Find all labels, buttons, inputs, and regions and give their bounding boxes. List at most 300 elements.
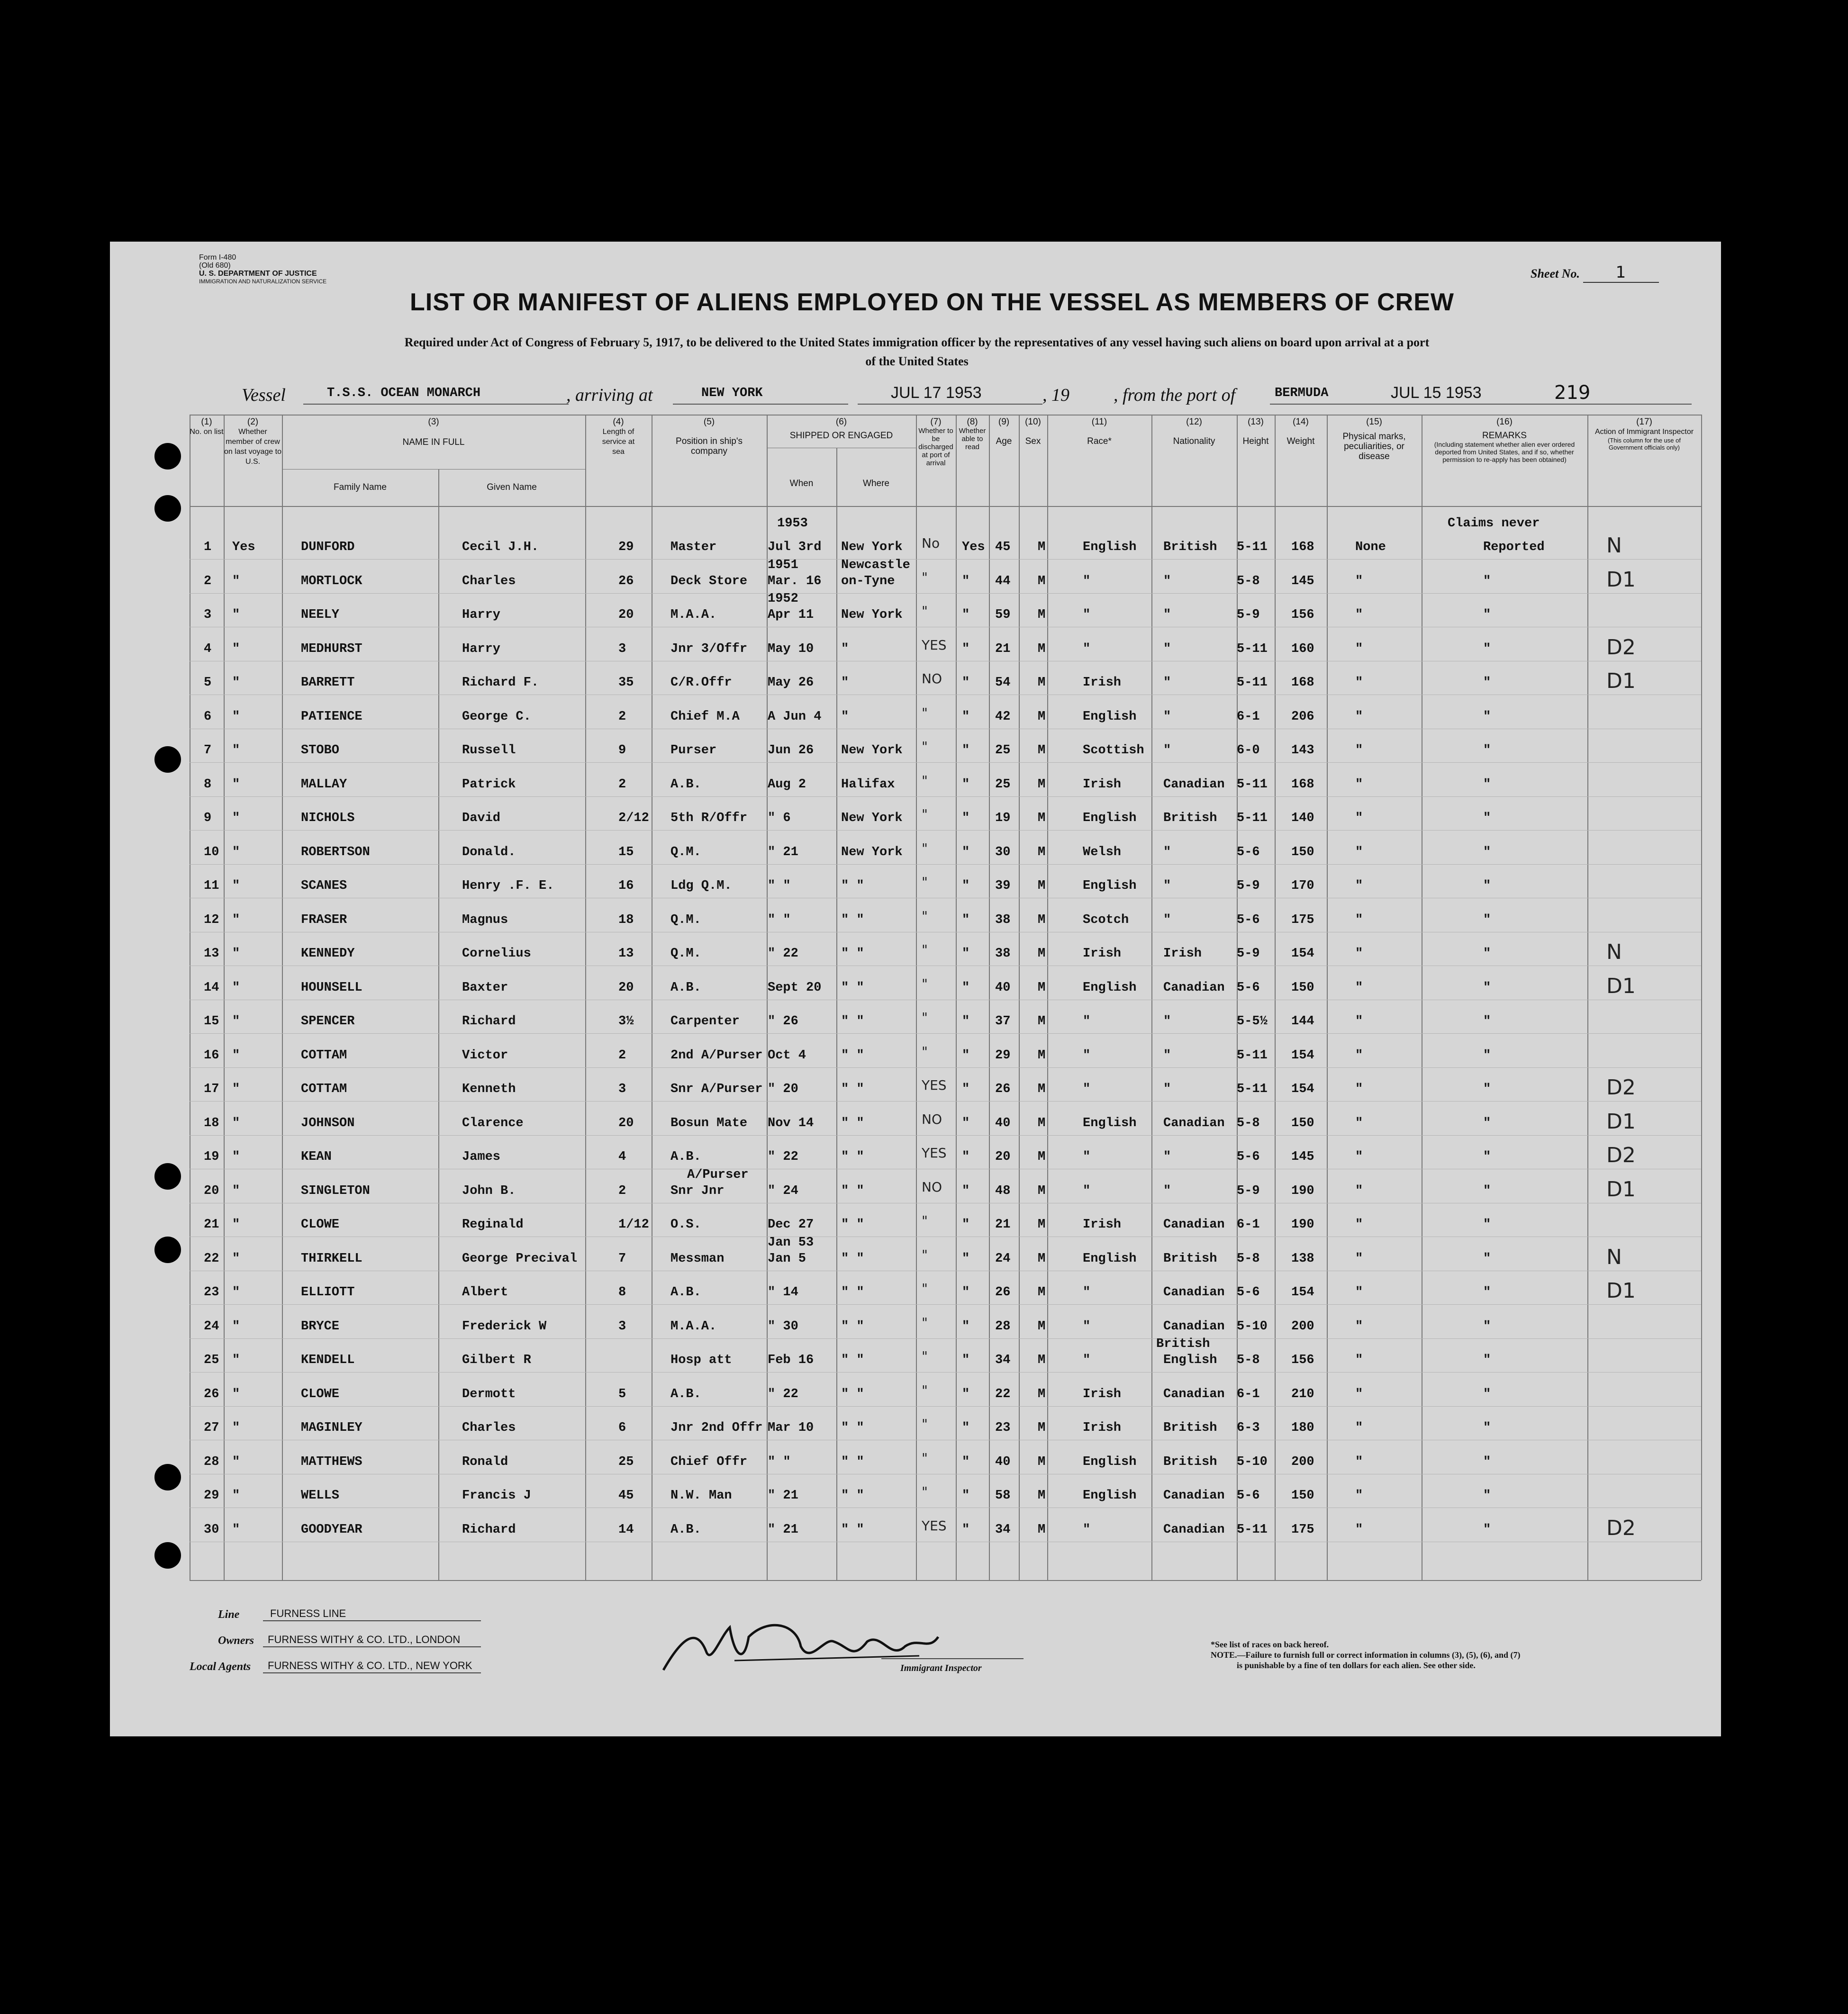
fine-note: NOTE.—Failure to furnish full or correct information in columns (3), (5), (6), and (7): [1211, 1650, 1521, 1660]
physical-marks: ": [1355, 1218, 1363, 1232]
row-rule: [190, 1067, 1701, 1068]
header-bottom-border: [190, 506, 1701, 507]
able-to-read: ": [962, 676, 970, 690]
last-voyage: ": [232, 1353, 240, 1367]
family-name: COTTAM: [301, 1048, 347, 1063]
sheet-label: Sheet No.: [1531, 267, 1580, 280]
nationality: ": [1163, 1048, 1171, 1063]
height: 6-1: [1237, 1218, 1260, 1232]
col-border: [1587, 415, 1588, 1580]
given-name: Russell: [462, 743, 516, 758]
family-name: MAGINLEY: [301, 1421, 362, 1435]
row-rule: [190, 1135, 1701, 1136]
engaged-year: 1953: [777, 516, 808, 531]
remarks: ": [1483, 845, 1491, 859]
weight: 138: [1291, 1252, 1314, 1266]
last-voyage: ": [232, 947, 240, 961]
engaged-where: " ": [841, 1184, 864, 1198]
age: 30: [995, 845, 1011, 859]
nationality: ": [1163, 676, 1171, 690]
age: 26: [995, 1082, 1011, 1096]
discharged: ": [922, 874, 928, 890]
engaged-when: Feb 16: [768, 1353, 814, 1367]
nationality: ": [1163, 743, 1171, 758]
length-of-service: 6: [618, 1421, 626, 1435]
race: English: [1083, 879, 1137, 893]
engaged-year-note: 1952: [768, 592, 798, 606]
row-number: 10: [204, 845, 219, 859]
remarks: ": [1483, 1319, 1491, 1334]
physical-marks: ": [1355, 845, 1363, 859]
given-name: Francis J: [462, 1489, 531, 1503]
position: Snr Jnr: [670, 1184, 725, 1198]
age: 22: [995, 1387, 1011, 1401]
row-number: 3: [204, 608, 212, 622]
physical-marks: ": [1355, 1014, 1363, 1029]
weight: 190: [1291, 1184, 1314, 1198]
physical-marks: None: [1355, 540, 1386, 554]
engaged-where: New York: [841, 743, 903, 758]
given-name: Baxter: [462, 981, 508, 995]
sex: M: [1038, 1218, 1046, 1232]
inspector-action: N: [1606, 940, 1622, 964]
length-of-service: 2: [618, 1048, 626, 1063]
weight: 156: [1291, 608, 1314, 622]
row-rule: [190, 1304, 1701, 1305]
remarks: ": [1483, 1387, 1491, 1401]
name-divider: [282, 469, 585, 470]
engaged-when: " 21: [768, 845, 798, 859]
row-rule: [190, 1372, 1701, 1373]
given-name: George Precival: [462, 1252, 578, 1266]
given-name: Charles: [462, 574, 516, 588]
race: Scottish: [1083, 743, 1144, 758]
length-of-service: 35: [618, 676, 634, 690]
engaged-where: ": [841, 642, 849, 656]
given-name: Cornelius: [462, 947, 531, 961]
height: 5-11: [1237, 1523, 1268, 1537]
age: 45: [995, 540, 1011, 554]
physical-marks: ": [1355, 1489, 1363, 1503]
able-to-read: ": [962, 1523, 970, 1537]
discharged: ": [922, 1484, 928, 1499]
age: 29: [995, 1048, 1011, 1063]
col-header-9: (9) Age: [996, 417, 1012, 446]
engaged-when: Oct 4: [768, 1048, 806, 1063]
sex: M: [1038, 676, 1046, 690]
col-header-12: (12) Nationality: [1173, 417, 1215, 446]
sex: M: [1038, 1252, 1046, 1266]
row-number: 12: [204, 913, 219, 927]
discharged: ": [922, 908, 928, 924]
row-number: 7: [204, 743, 212, 758]
sex: M: [1038, 1048, 1046, 1063]
engaged-where: " ": [841, 1218, 864, 1232]
race: Irish: [1083, 1421, 1122, 1435]
physical-marks: ": [1355, 811, 1363, 825]
sex: M: [1038, 1285, 1046, 1300]
physical-marks: ": [1355, 642, 1363, 656]
age: 38: [995, 913, 1011, 927]
row-rule: [190, 762, 1701, 763]
position: Bosun Mate: [670, 1116, 748, 1130]
col-header-5: (5) Position in ship's company: [676, 417, 743, 456]
age: 40: [995, 1116, 1011, 1130]
row-number: 25: [204, 1353, 219, 1367]
engaged-where: " ": [841, 1319, 864, 1334]
height: 5-8: [1237, 1252, 1260, 1266]
family-name: NEELY: [301, 608, 340, 622]
remarks: ": [1483, 1252, 1491, 1266]
height: 6-1: [1237, 1387, 1260, 1401]
vessel-name: T.S.S. OCEAN MONARCH: [327, 386, 481, 400]
discharged: ": [922, 942, 928, 957]
nationality-note: British: [1156, 1337, 1210, 1351]
length-of-service: 14: [618, 1523, 634, 1537]
last-voyage: Yes: [232, 540, 255, 554]
last-voyage: ": [232, 1184, 240, 1198]
race: English: [1083, 1116, 1137, 1130]
row-rule: [190, 1033, 1701, 1034]
given-name: Henry .F. E.: [462, 879, 554, 893]
row-number: 24: [204, 1319, 219, 1334]
family-name: MORTLOCK: [301, 574, 362, 588]
family-name: GOODYEAR: [301, 1523, 362, 1537]
engaged-year-note: 1951: [768, 558, 798, 572]
race: ": [1083, 1082, 1091, 1096]
row-rule: [190, 1338, 1701, 1339]
physical-marks: ": [1355, 1150, 1363, 1164]
age: 42: [995, 710, 1011, 724]
engaged-where: " ": [841, 1421, 864, 1435]
family-name: SPENCER: [301, 1014, 355, 1029]
able-to-read: Yes: [962, 540, 985, 554]
nationality: Canadian: [1163, 981, 1225, 995]
row-rule: [190, 559, 1701, 560]
height: 5-6: [1237, 913, 1260, 927]
height: 5-11: [1237, 642, 1268, 656]
arriving-underline: [673, 404, 848, 405]
discharged: ": [922, 739, 928, 754]
length-of-service: 7: [618, 1252, 626, 1266]
age: 48: [995, 1184, 1011, 1198]
able-to-read: ": [962, 608, 970, 622]
owners-label: Owners: [218, 1635, 254, 1647]
position: A.B.: [670, 1285, 701, 1300]
engaged-when: Jun 26: [768, 743, 814, 758]
col-border: [956, 415, 957, 1580]
able-to-read: ": [962, 1014, 970, 1029]
able-to-read: ": [962, 1285, 970, 1300]
col-header-1: (1) No. on list: [190, 417, 224, 436]
inspector-action: D1: [1606, 1279, 1636, 1303]
remarks: Reported: [1483, 540, 1545, 554]
row-number: 9: [204, 811, 212, 825]
from-port-label: , from the port of: [1114, 385, 1236, 405]
col-header-6: (6) SHIPPED OR ENGAGED: [789, 417, 893, 441]
sex: M: [1038, 947, 1046, 961]
row-number: 6: [204, 710, 212, 724]
weight: 200: [1291, 1319, 1314, 1334]
engaged-when: " 22: [768, 1387, 798, 1401]
punch-hole: [154, 1237, 181, 1263]
col-border: [1237, 415, 1238, 1580]
age: 40: [995, 1455, 1011, 1469]
height: 6-3: [1237, 1421, 1260, 1435]
race: English: [1083, 811, 1137, 825]
sex: M: [1038, 743, 1046, 758]
row-number: 21: [204, 1218, 219, 1232]
position: Carpenter: [670, 1014, 740, 1029]
owners-value: FURNESS WITHY & CO. LTD., LONDON: [268, 1634, 461, 1645]
race: ": [1083, 1523, 1091, 1537]
engaged-where: New York: [841, 811, 903, 825]
position: Q.M.: [670, 845, 701, 859]
line-label: Line: [218, 1608, 240, 1621]
height: 5-6: [1237, 981, 1260, 995]
race: ": [1083, 1150, 1091, 1164]
remarks: ": [1483, 710, 1491, 724]
discharged: ": [922, 1348, 928, 1364]
weight: 154: [1291, 947, 1314, 961]
sex: M: [1038, 1184, 1046, 1198]
nationality: British: [1163, 540, 1217, 554]
row-number: 30: [204, 1523, 219, 1537]
discharged: ": [922, 705, 928, 721]
engaged-when: Jul 3rd: [768, 540, 822, 554]
row-number: 22: [204, 1252, 219, 1266]
able-to-read: ": [962, 574, 970, 588]
weight: 150: [1291, 845, 1314, 859]
physical-marks: ": [1355, 1421, 1363, 1435]
height: 5-5½: [1237, 1014, 1268, 1029]
age: 44: [995, 574, 1011, 588]
col-header-7: (7) Whether to be discharged at port of arrival: [918, 417, 953, 467]
inspector-action: N: [1606, 533, 1622, 558]
race: Irish: [1083, 777, 1122, 792]
able-to-read: ": [962, 811, 970, 825]
given-name: Clarence: [462, 1116, 524, 1130]
race: English: [1083, 1489, 1137, 1503]
row-rule: [190, 864, 1701, 865]
physical-marks: ": [1355, 947, 1363, 961]
engaged-where: " ": [841, 1150, 864, 1164]
vessel-underline: [303, 404, 569, 405]
engaged-where: New York: [841, 845, 903, 859]
able-to-read: ": [962, 1252, 970, 1266]
row-number: 2: [204, 574, 212, 588]
length-of-service: 29: [618, 540, 634, 554]
nationality: ": [1163, 1014, 1171, 1029]
col-header-3: (3) NAME IN FULL: [402, 417, 465, 447]
agents-value: FURNESS WITHY & CO. LTD., NEW YORK: [268, 1660, 472, 1671]
able-to-read: ": [962, 981, 970, 995]
inspector-underline: [881, 1658, 1024, 1659]
col-header-4: (4) Length of service at sea: [602, 417, 635, 456]
family-name: BARRETT: [301, 676, 355, 690]
last-voyage: ": [232, 1285, 240, 1300]
weight: 144: [1291, 1014, 1314, 1029]
last-voyage: ": [232, 1048, 240, 1063]
physical-marks: ": [1355, 981, 1363, 995]
position: Q.M.: [670, 947, 701, 961]
row-number: 8: [204, 777, 212, 792]
height: 5-8: [1237, 574, 1260, 588]
nationality: British: [1163, 811, 1217, 825]
length-of-service: 18: [618, 913, 634, 927]
col-border: [282, 415, 283, 1580]
remarks: ": [1483, 1184, 1491, 1198]
physical-marks: ": [1355, 1523, 1363, 1537]
weight: 160: [1291, 642, 1314, 656]
row-number: 13: [204, 947, 219, 961]
row-number: 15: [204, 1014, 219, 1029]
age: 40: [995, 981, 1011, 995]
given-name: Kenneth: [462, 1082, 516, 1096]
col-border: [916, 415, 917, 1580]
engaged-when: " 22: [768, 1150, 798, 1164]
nationality: Canadian: [1163, 1489, 1225, 1503]
races-note: *See list of races on back hereof.: [1211, 1640, 1329, 1649]
family-name: COTTAM: [301, 1082, 347, 1096]
given-name: James: [462, 1150, 501, 1164]
col-header-17: (17) Action of Immigrant Inspector (This column for the use of Government officials only): [1594, 417, 1694, 451]
agents-label: Local Agents: [190, 1661, 251, 1673]
col-header-when: When: [789, 479, 814, 488]
last-voyage: ": [232, 676, 240, 690]
form-info: [199, 253, 326, 286]
position: A.B.: [670, 777, 701, 792]
last-voyage: ": [232, 1319, 240, 1334]
physical-marks: ": [1355, 913, 1363, 927]
engaged-where: " ": [841, 1387, 864, 1401]
remarks: ": [1483, 1455, 1491, 1469]
given-name: Richard F.: [462, 676, 539, 690]
given-name: Magnus: [462, 913, 508, 927]
fine-note-2: is punishable by a fine of ten dollars for each alien. See other side.: [1237, 1661, 1476, 1670]
race: ": [1083, 1014, 1091, 1029]
height: 5-9: [1237, 608, 1260, 622]
family-name: PATIENCE: [301, 710, 362, 724]
position: 2nd A/Purser: [670, 1048, 763, 1063]
row-number: 29: [204, 1489, 219, 1503]
remarks: ": [1483, 1489, 1491, 1503]
sex: M: [1038, 1455, 1046, 1469]
able-to-read: ": [962, 845, 970, 859]
discharged: ": [922, 1450, 928, 1466]
physical-marks: ": [1355, 1184, 1363, 1198]
engaged-when: Sept 20: [768, 981, 822, 995]
height: 5-11: [1237, 811, 1268, 825]
last-voyage: ": [232, 1116, 240, 1130]
engaged-where: " ": [841, 1455, 864, 1469]
sex: M: [1038, 1116, 1046, 1130]
able-to-read: ": [962, 1387, 970, 1401]
age: 59: [995, 608, 1011, 622]
position: C/R.Offr: [670, 676, 732, 690]
inspector-action: D2: [1606, 1516, 1636, 1540]
weight: 190: [1291, 1218, 1314, 1232]
given-name: Gilbert R: [462, 1353, 531, 1367]
position: A.B.: [670, 1523, 701, 1537]
race: English: [1083, 710, 1137, 724]
form-service: IMMIGRATION AND NATURALIZATION SERVICE: [199, 278, 327, 285]
height: 5-6: [1237, 1285, 1260, 1300]
physical-marks: ": [1355, 1285, 1363, 1300]
physical-marks: ": [1355, 1082, 1363, 1096]
height: 5-8: [1237, 1353, 1260, 1367]
row-number: 11: [204, 879, 219, 893]
length-of-service: 5: [618, 1387, 626, 1401]
engaged-where: New York: [841, 540, 903, 554]
given-name: Richard: [462, 1014, 516, 1029]
family-name: MATTHEWS: [301, 1455, 362, 1469]
position: N.W. Man: [670, 1489, 732, 1503]
line-value: FURNESS LINE: [270, 1608, 346, 1619]
race: Irish: [1083, 1387, 1122, 1401]
remarks: ": [1483, 1014, 1491, 1029]
length-of-service: 3½: [618, 1014, 634, 1029]
discharged: YES: [922, 637, 947, 653]
family-name: HOUNSELL: [301, 981, 362, 995]
punch-hole: [154, 495, 181, 522]
col-border: [1047, 415, 1048, 1580]
last-voyage: ": [232, 1489, 240, 1503]
footer-divider: [190, 1580, 1701, 1581]
col-header-16: (16) REMARKS (Including statement whether alien ever ordered deported from United States, and if so, whether permission to re-apply has been obtained): [1434, 417, 1575, 463]
position: Snr A/Purser: [670, 1082, 763, 1096]
race: Irish: [1083, 947, 1122, 961]
weight: 140: [1291, 811, 1314, 825]
engaged-when: " 14: [768, 1285, 798, 1300]
remarks: ": [1483, 676, 1491, 690]
weight: 175: [1291, 1523, 1314, 1537]
engaged-when: Dec 27: [768, 1218, 814, 1232]
position: Q.M.: [670, 913, 701, 927]
weight: 143: [1291, 743, 1314, 758]
engaged-where: on-Tyne: [841, 574, 895, 588]
race: English: [1083, 540, 1137, 554]
discharged: ": [922, 603, 928, 619]
race: ": [1083, 1048, 1091, 1063]
remarks-header-note: Claims never: [1448, 516, 1540, 531]
position: A.B.: [670, 1150, 701, 1164]
physical-marks: ": [1355, 1048, 1363, 1063]
agents-underline: [263, 1672, 481, 1673]
remarks: ": [1483, 947, 1491, 961]
engaged-where: " ": [841, 1285, 864, 1300]
engaged-where: ": [841, 676, 849, 690]
position: O.S.: [670, 1218, 701, 1232]
given-name: Dermott: [462, 1387, 516, 1401]
nationality: ": [1163, 710, 1171, 724]
form-dept: U. S. DEPARTMENT OF JUSTICE: [199, 270, 317, 278]
engaged-when: " 22: [768, 947, 798, 961]
length-of-service: 8: [618, 1285, 626, 1300]
owners-underline: [263, 1646, 481, 1647]
sex: M: [1038, 845, 1046, 859]
punch-hole: [154, 1163, 181, 1190]
last-voyage: ": [232, 1150, 240, 1164]
discharged: YES: [922, 1145, 947, 1161]
last-voyage: ": [232, 981, 240, 995]
engaged-when: " ": [768, 913, 791, 927]
given-name: Ronald: [462, 1455, 508, 1469]
nationality: Irish: [1163, 947, 1202, 961]
physical-marks: ": [1355, 676, 1363, 690]
remarks: ": [1483, 608, 1491, 622]
col-header-family: Family Name: [334, 482, 387, 492]
